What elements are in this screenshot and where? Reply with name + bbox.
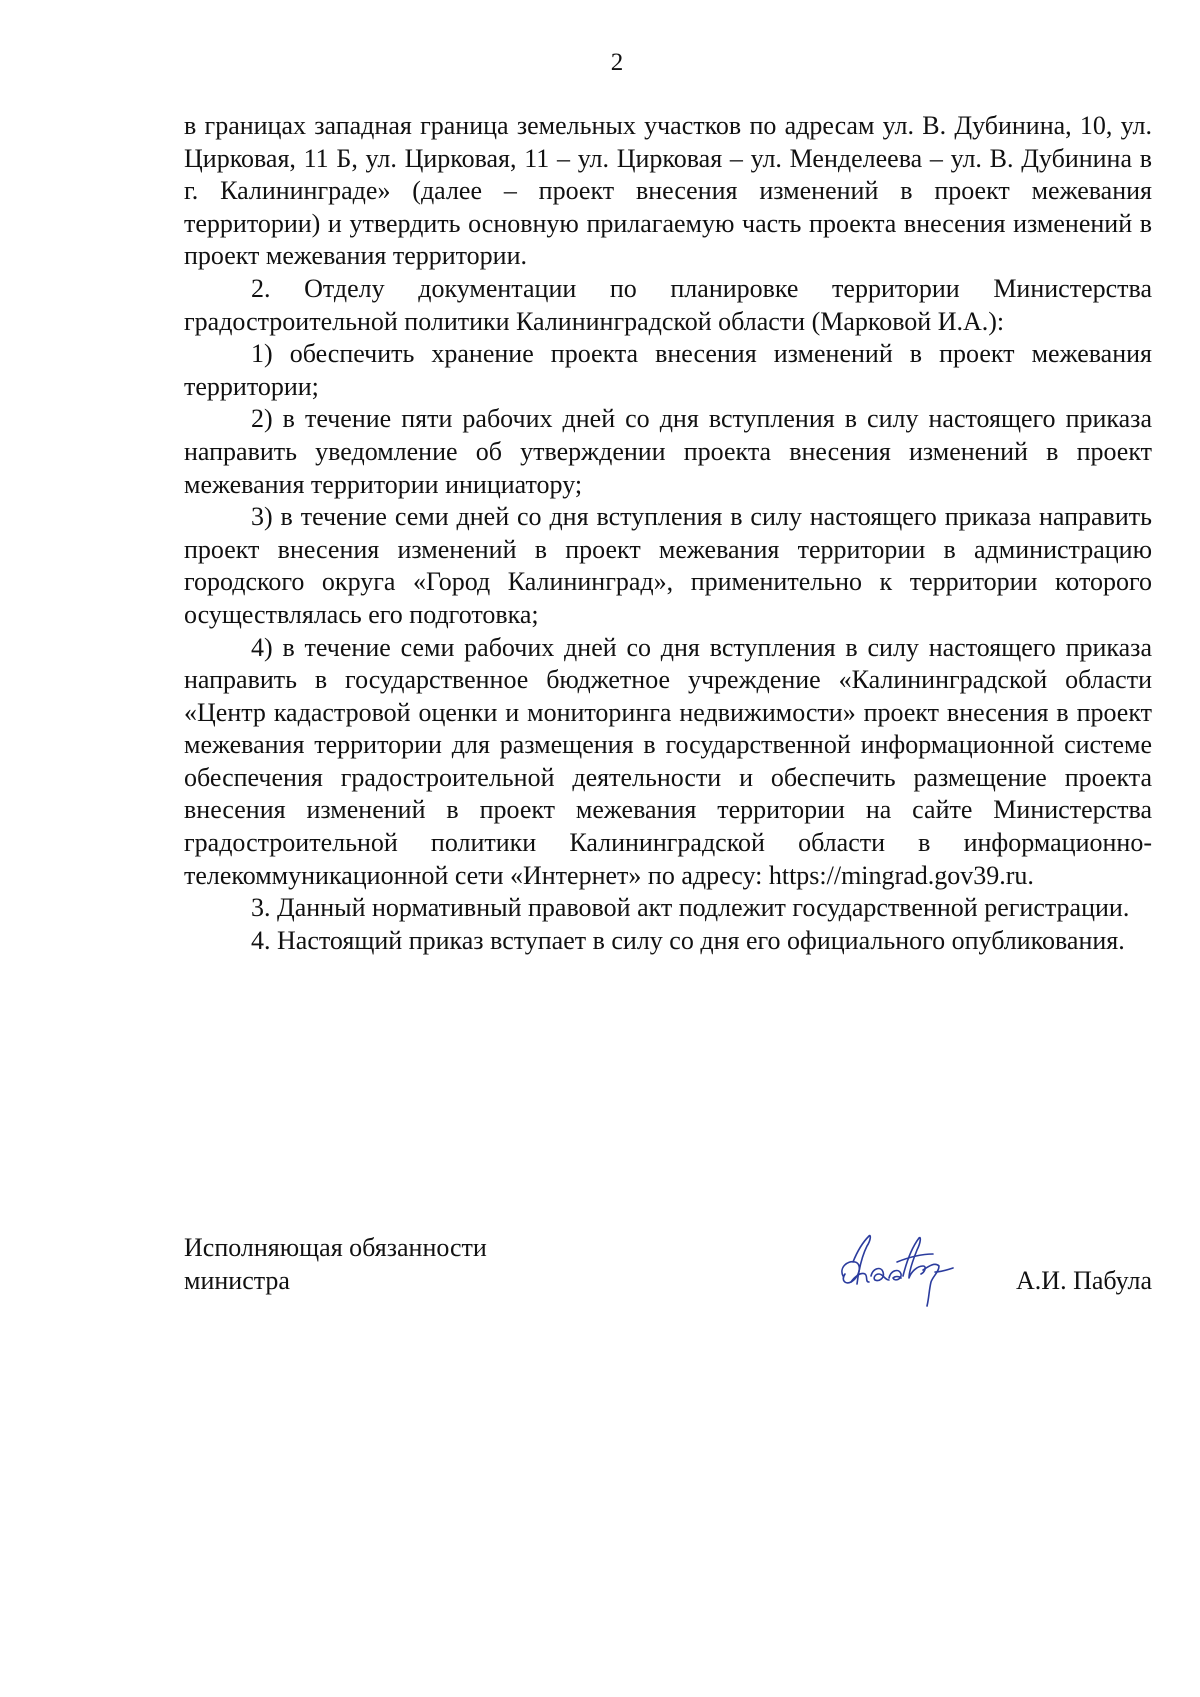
paragraph-subitem-2: 2) в течение пяти рабочих дней со дня вступления в силу настоящего приказа направить уведомление об утверждении проекта внесения изменений в проект межевания территории инициатору; [184, 404, 1152, 499]
document-body [184, 110, 1152, 957]
paragraph-subitem-3: 3) в течение семи дней со дня вступления в силу настоящего приказа направить проект внесения изменений в проект межевания территории в администрацию городского округа «Город Калининград», применительно к территории которого осуществлялась его подготовка; [184, 502, 1152, 629]
paragraph-subitem-4: 4) в течение семи рабочих дней со дня вступления в силу настоящего приказа направить в государственное бюджетное учреждение «Калининградской области «Центр кадастровой оценки и мониторинга недвижимости» проект внесения в проект межевания территории для размещения в государственной информационной системе обеспечения градостроительной деятельности и обеспечить размещение проекта внесения изменений в проект межевания территории на сайте Министерства градостроительной политики Калининградской области в информационно-телекоммуникационной сети «Интернет» по адресу: https://mingrad.gov39.ru. [184, 632, 1152, 890]
paragraph-item-3: 3. Данный нормативный правовой акт подлежит государственной регистрации. [251, 893, 1130, 923]
signature-block [184, 1232, 1152, 1342]
page-number: 2 [610, 49, 624, 76]
handwritten-signature [835, 1232, 965, 1312]
paragraph-item-2: 2. Отделу документации по планировке территории Министерства градостроительной политики Калининградской области (Марковой И.А.): [184, 273, 1152, 336]
paragraph-item-4: 4. Настоящий приказ вступает в силу со дня его официального опубликования. [251, 925, 1125, 955]
paragraph-subitem-1: 1) обеспечить хранение проекта внесения изменений в проект межевания территории; [184, 339, 1152, 401]
signer-position-line-2: министра [184, 1265, 290, 1295]
signer-position [184, 1232, 487, 1297]
paragraph-continuation: в границах западная граница земельных участков по адресам ул. В. Дубинина, 10, ул. Цирковая, 11 Б, ул. Цирковая, 11 – ул. Цирковая – ул. Менделеева – ул. В. Дубинина в г. Калининграде» (далее – проект внесения изменений в проект межевания территории) и утвердить основную прилагаемую часть проекта внесения изменений в проект межевания территории. [184, 111, 1152, 271]
signer-position-line-1: Исполняющая обязанности [184, 1233, 487, 1262]
signer-name: А.И. Пабула [1016, 1265, 1152, 1295]
